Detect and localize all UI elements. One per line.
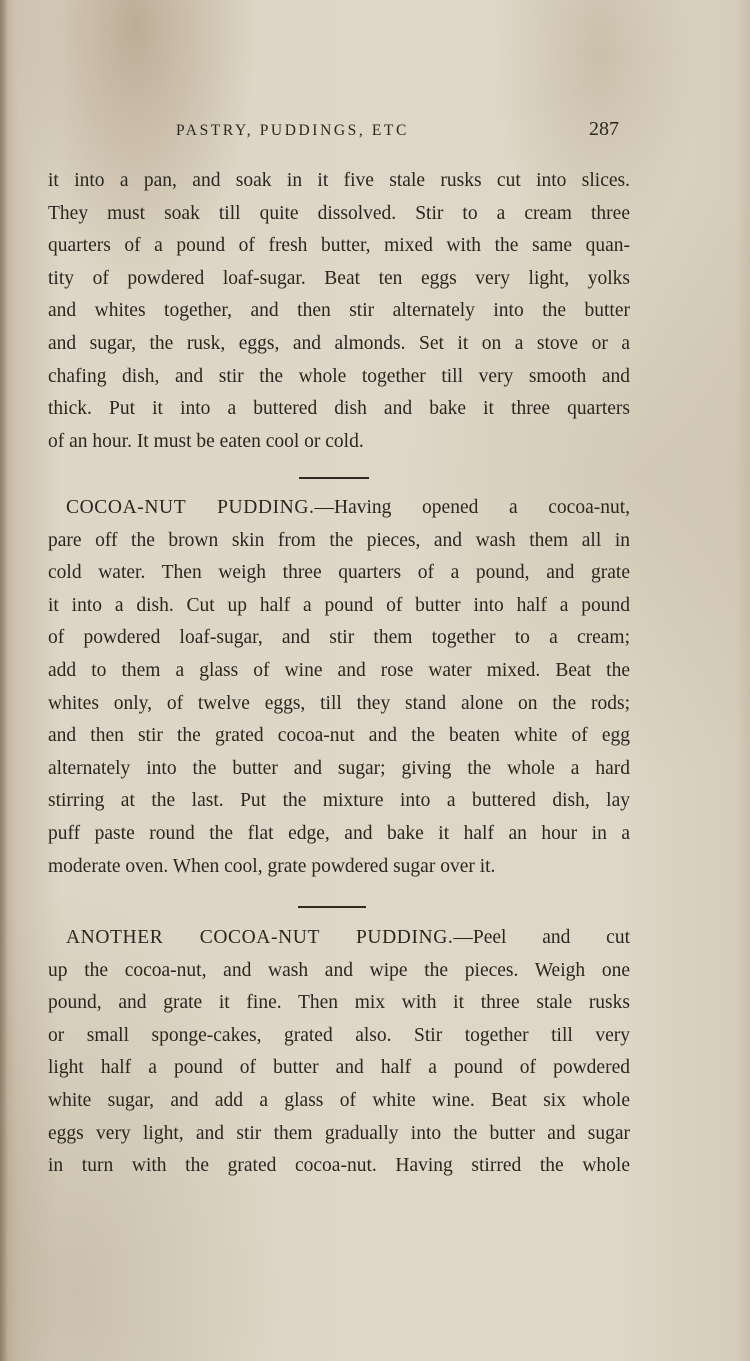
- text-line: light half a pound of butter and half a pound of powdered: [48, 1057, 630, 1079]
- text-line: moderate oven. When cool, grate powdered sugar over it.: [48, 855, 496, 877]
- text-line: and sugar, the rusk, eggs, and almonds. Set it on a stove or a: [48, 332, 630, 354]
- text-line: it into a dish. Cut up half a pound of butter into half a pound: [48, 594, 630, 616]
- text-line: chafing dish, and stir the whole together till very smooth and: [48, 365, 630, 387]
- recipe-first-line: [48, 492, 630, 525]
- recipe-first-line-text: —Peel and cut: [453, 927, 630, 948]
- text-line: white sugar, and add a glass of white wine. Beat six whole: [48, 1089, 630, 1111]
- text-line: puff paste round the flat edge, and bake it half an hour in a: [48, 822, 630, 844]
- recipe-title: ANOTHER COCOA-NUT PUDDING.: [66, 927, 454, 948]
- running-title: PASTRY, PUDDINGS, ETC: [176, 122, 409, 139]
- text-line: of powdered loaf-sugar, and stir them together to a cream;: [48, 627, 630, 649]
- text-line: whites only, of twelve eggs, till they stand alone on the rods;: [48, 692, 630, 714]
- text-line: stirring at the last. Put the mixture into a buttered dish, lay: [48, 790, 630, 812]
- text-line: thick. Put it into a buttered dish and bake it three quarters: [48, 398, 630, 420]
- continued-recipe-text: [48, 165, 630, 458]
- text-line: and whites together, and then stir alternately into the butter: [48, 300, 630, 322]
- text-line: cold water. Then weigh three quarters of a pound, and grate: [48, 562, 630, 584]
- text-line: eggs very light, and stir them gradually into the butter and sugar: [48, 1122, 630, 1144]
- text-line: They must soak till quite dissolved. Stir to a cream three: [48, 202, 630, 224]
- text-line: or small sponge-cakes, grated also. Stir together till very: [48, 1024, 630, 1046]
- text-line: and then stir the grated cocoa-nut and the beaten white of egg: [48, 725, 630, 747]
- running-head: [0, 118, 750, 144]
- text-line: pound, and grate it fine. Then mix with it three stale rusks: [48, 992, 630, 1014]
- text-line: of an hour. It must be eaten cool or cold.: [48, 430, 364, 452]
- recipe-title: COCOA-NUT PUDDING.: [66, 497, 315, 518]
- recipe-cocoa-nut-pudding: [48, 492, 630, 883]
- section-divider: [299, 477, 369, 479]
- page-number: 287: [589, 118, 619, 140]
- text-line: tity of powdered loaf-sugar. Beat ten eggs very light, yolks: [48, 267, 630, 289]
- section-divider: [298, 906, 366, 908]
- text-line: add to them a glass of wine and rose water mixed. Beat the: [48, 659, 630, 681]
- text-line: pare off the brown skin from the pieces, and wash them all in: [48, 529, 630, 551]
- recipe-another-cocoa-nut-pudding: [48, 922, 630, 1183]
- text-line: in turn with the grated cocoa-nut. Having stirred the whole: [48, 1155, 630, 1177]
- text-line: quarters of a pound of fresh butter, mixed with the same quan-: [48, 235, 630, 257]
- text-line: up the cocoa-nut, and wash and wipe the pieces. Weigh one: [48, 959, 630, 981]
- recipe-first-line-text: —Having opened a cocoa-nut,: [314, 497, 630, 518]
- text-line: it into a pan, and soak in it five stale rusks cut into slices.: [48, 170, 630, 191]
- page-gutter-shadow: [0, 0, 8, 1361]
- recipe-first-line: [48, 922, 630, 955]
- text-line: alternately into the butter and sugar; giving the whole a hard: [48, 757, 630, 779]
